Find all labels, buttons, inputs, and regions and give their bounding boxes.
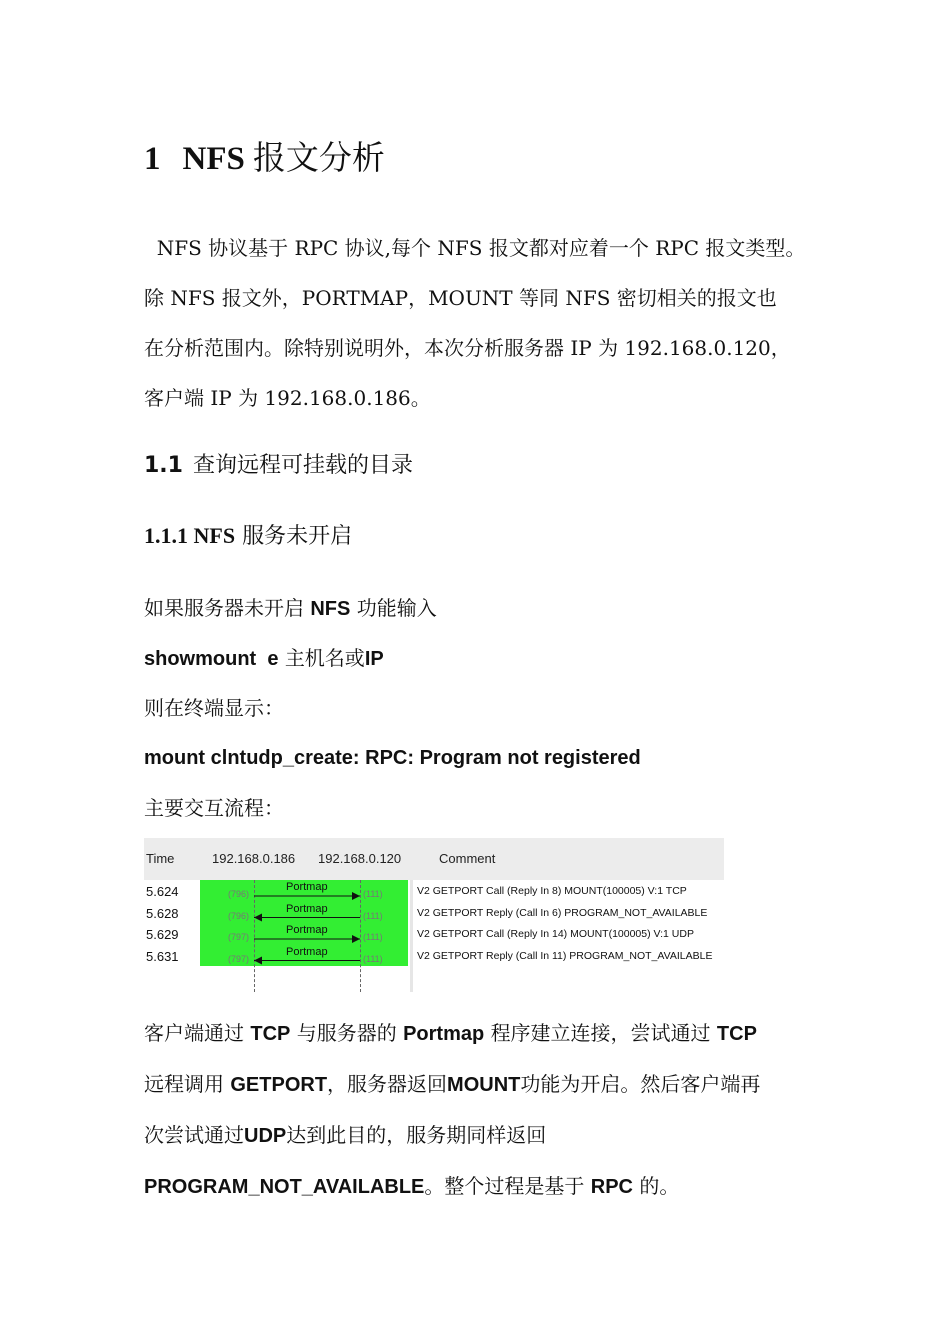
- row-protocol: Portmap: [286, 902, 328, 915]
- intro-line-1: NFS 协议基于 RPC 协议,每个 NFS 报文都对应着一个 RPC 报文类型。: [144, 236, 806, 260]
- flow-arrow-head: [352, 892, 360, 900]
- body-keyword: NFS: [310, 598, 351, 620]
- summary-char: 到: [306, 1123, 327, 1147]
- row-server-port: (111): [363, 932, 383, 942]
- heading-3-number: 1.1.1 NFS: [144, 523, 236, 548]
- row-protocol: Portmap: [286, 945, 328, 958]
- summary-char: 达: [286, 1123, 307, 1147]
- summary-keyword: Portmap: [403, 1023, 485, 1045]
- heading-1-text: 报文分析: [252, 138, 385, 177]
- heading-3-text: 服务未开启: [242, 524, 353, 549]
- row-time: 5.628: [146, 905, 179, 921]
- summary-paragraph: [144, 1008, 808, 1212]
- row-time: 5.629: [146, 927, 179, 942]
- summary-text: 与服务器的: [296, 1021, 397, 1045]
- command-keyword: showmount e: [144, 648, 279, 670]
- col-server: 192.168.0.120: [318, 851, 402, 866]
- col-comment: Comment: [439, 851, 496, 866]
- row-server-port: (111): [363, 889, 383, 899]
- summary-char: ，: [386, 1123, 407, 1147]
- summary-text: 客户端通过: [144, 1021, 244, 1045]
- intro-line-2: 除 NFS 报文外，PORTMAP，MOUNT 等同 NFS 密切相关的报文也: [144, 286, 777, 310]
- summary-keyword: PROGRAM_NOT_AVAILABLE: [144, 1176, 425, 1198]
- summary-char: 回: [526, 1123, 547, 1147]
- row-client-port: (796): [228, 889, 250, 899]
- summary-text: ，服务器返回: [327, 1072, 448, 1096]
- row-protocol: Portmap: [286, 881, 328, 893]
- heading-1: [144, 136, 385, 181]
- summary-char: 返: [506, 1123, 527, 1147]
- summary-char: 务: [426, 1123, 447, 1147]
- row-comment: V2 GETPORT Reply (Call In 6) PROGRAM_NOT_AVAILABLE: [417, 906, 708, 919]
- summary-line-1: [144, 1008, 808, 1059]
- summary-text: 远程调用: [144, 1072, 224, 1096]
- body-keyword: IP: [364, 648, 384, 670]
- summary-char: 通: [204, 1123, 224, 1147]
- col-time: Time: [146, 851, 175, 866]
- intro-line-3: 在分析范围内。除特别说明外，本次分析服务器 IP 为 192.168.0.120，: [144, 336, 791, 360]
- heading-2-number: 1.1: [144, 453, 183, 478]
- intro-paragraph: [144, 223, 808, 423]
- command-line: [144, 642, 384, 675]
- flow-arrow-head: [254, 914, 262, 922]
- heading-1-latin: NFS: [182, 141, 245, 177]
- heading-3: [144, 518, 352, 555]
- summary-char: 目: [346, 1123, 367, 1147]
- row-server-port: (111): [363, 953, 383, 964]
- row-comment: V2 GETPORT Call (Reply In 8) MOUNT(100005) V:1 TCP: [417, 885, 687, 897]
- row-client-port: (797): [228, 953, 250, 964]
- summary-char: 服: [406, 1123, 427, 1147]
- summary-line-4: [144, 1161, 808, 1212]
- column-separator: [410, 880, 413, 992]
- summary-text: 程序建立连接，尝试通过: [490, 1021, 711, 1045]
- summary-char: 此: [326, 1123, 347, 1147]
- summary-char: 次: [144, 1123, 164, 1147]
- summary-char: 尝: [164, 1123, 184, 1147]
- heading-2: [144, 448, 413, 484]
- row-protocol: Portmap: [286, 924, 328, 936]
- packet-capture-table: [144, 838, 724, 992]
- body-text: 如果服务器未开启: [144, 596, 304, 620]
- summary-text: 功能为开启。然后客户端再: [520, 1072, 761, 1096]
- heading-1-number: 1: [144, 141, 161, 177]
- row-client-port: (797): [228, 932, 250, 942]
- summary-keyword: GETPORT: [230, 1074, 328, 1096]
- summary-keyword: TCP: [716, 1023, 757, 1045]
- body-text: 功能输入: [356, 596, 437, 620]
- row-comment: V2 GETPORT Reply (Call In 11) PROGRAM_NOT_AVAILABLE: [417, 949, 713, 962]
- summary-char: 的: [366, 1123, 387, 1147]
- capture-header: [144, 838, 724, 880]
- summary-keyword: TCP: [250, 1023, 291, 1045]
- col-client: 192.168.0.186: [212, 851, 296, 866]
- body-line-input: [144, 592, 437, 625]
- body-text: 主机名或: [284, 646, 365, 670]
- row-time: 5.631: [146, 948, 179, 964]
- flow-arrow-head: [254, 957, 262, 965]
- flow-label: 主要交互流程：: [144, 796, 284, 820]
- summary-char: UDP: [244, 1125, 287, 1147]
- flow-arrow-head: [352, 935, 360, 943]
- summary-line-2: [144, 1059, 808, 1110]
- summary-char: 试: [184, 1123, 204, 1147]
- row-client-port: (796): [228, 910, 250, 921]
- summary-line-3: [144, 1110, 808, 1161]
- summary-char: 过: [224, 1123, 244, 1147]
- error-message: mount clntudp_create: RPC: Program not registered: [144, 747, 641, 769]
- row-time: 5.624: [146, 884, 179, 899]
- summary-text: 的。: [639, 1174, 680, 1198]
- heading-2-text: 查询远程可挂载的目录: [192, 453, 413, 478]
- summary-char: 同: [466, 1123, 487, 1147]
- display-label: 则在终端显示：: [144, 696, 284, 720]
- row-server-port: (111): [363, 910, 383, 921]
- row-comment: V2 GETPORT Call (Reply In 14) MOUNT(100005) V:1 UDP: [417, 928, 694, 940]
- summary-text: 。整个过程是基于: [424, 1174, 585, 1198]
- summary-keyword: RPC: [590, 1176, 633, 1198]
- summary-char: 样: [486, 1123, 507, 1147]
- summary-char: 期: [446, 1123, 467, 1147]
- summary-keyword: MOUNT: [447, 1074, 521, 1096]
- intro-line-4: 客户端 IP 为 192.168.0.186。: [144, 386, 431, 410]
